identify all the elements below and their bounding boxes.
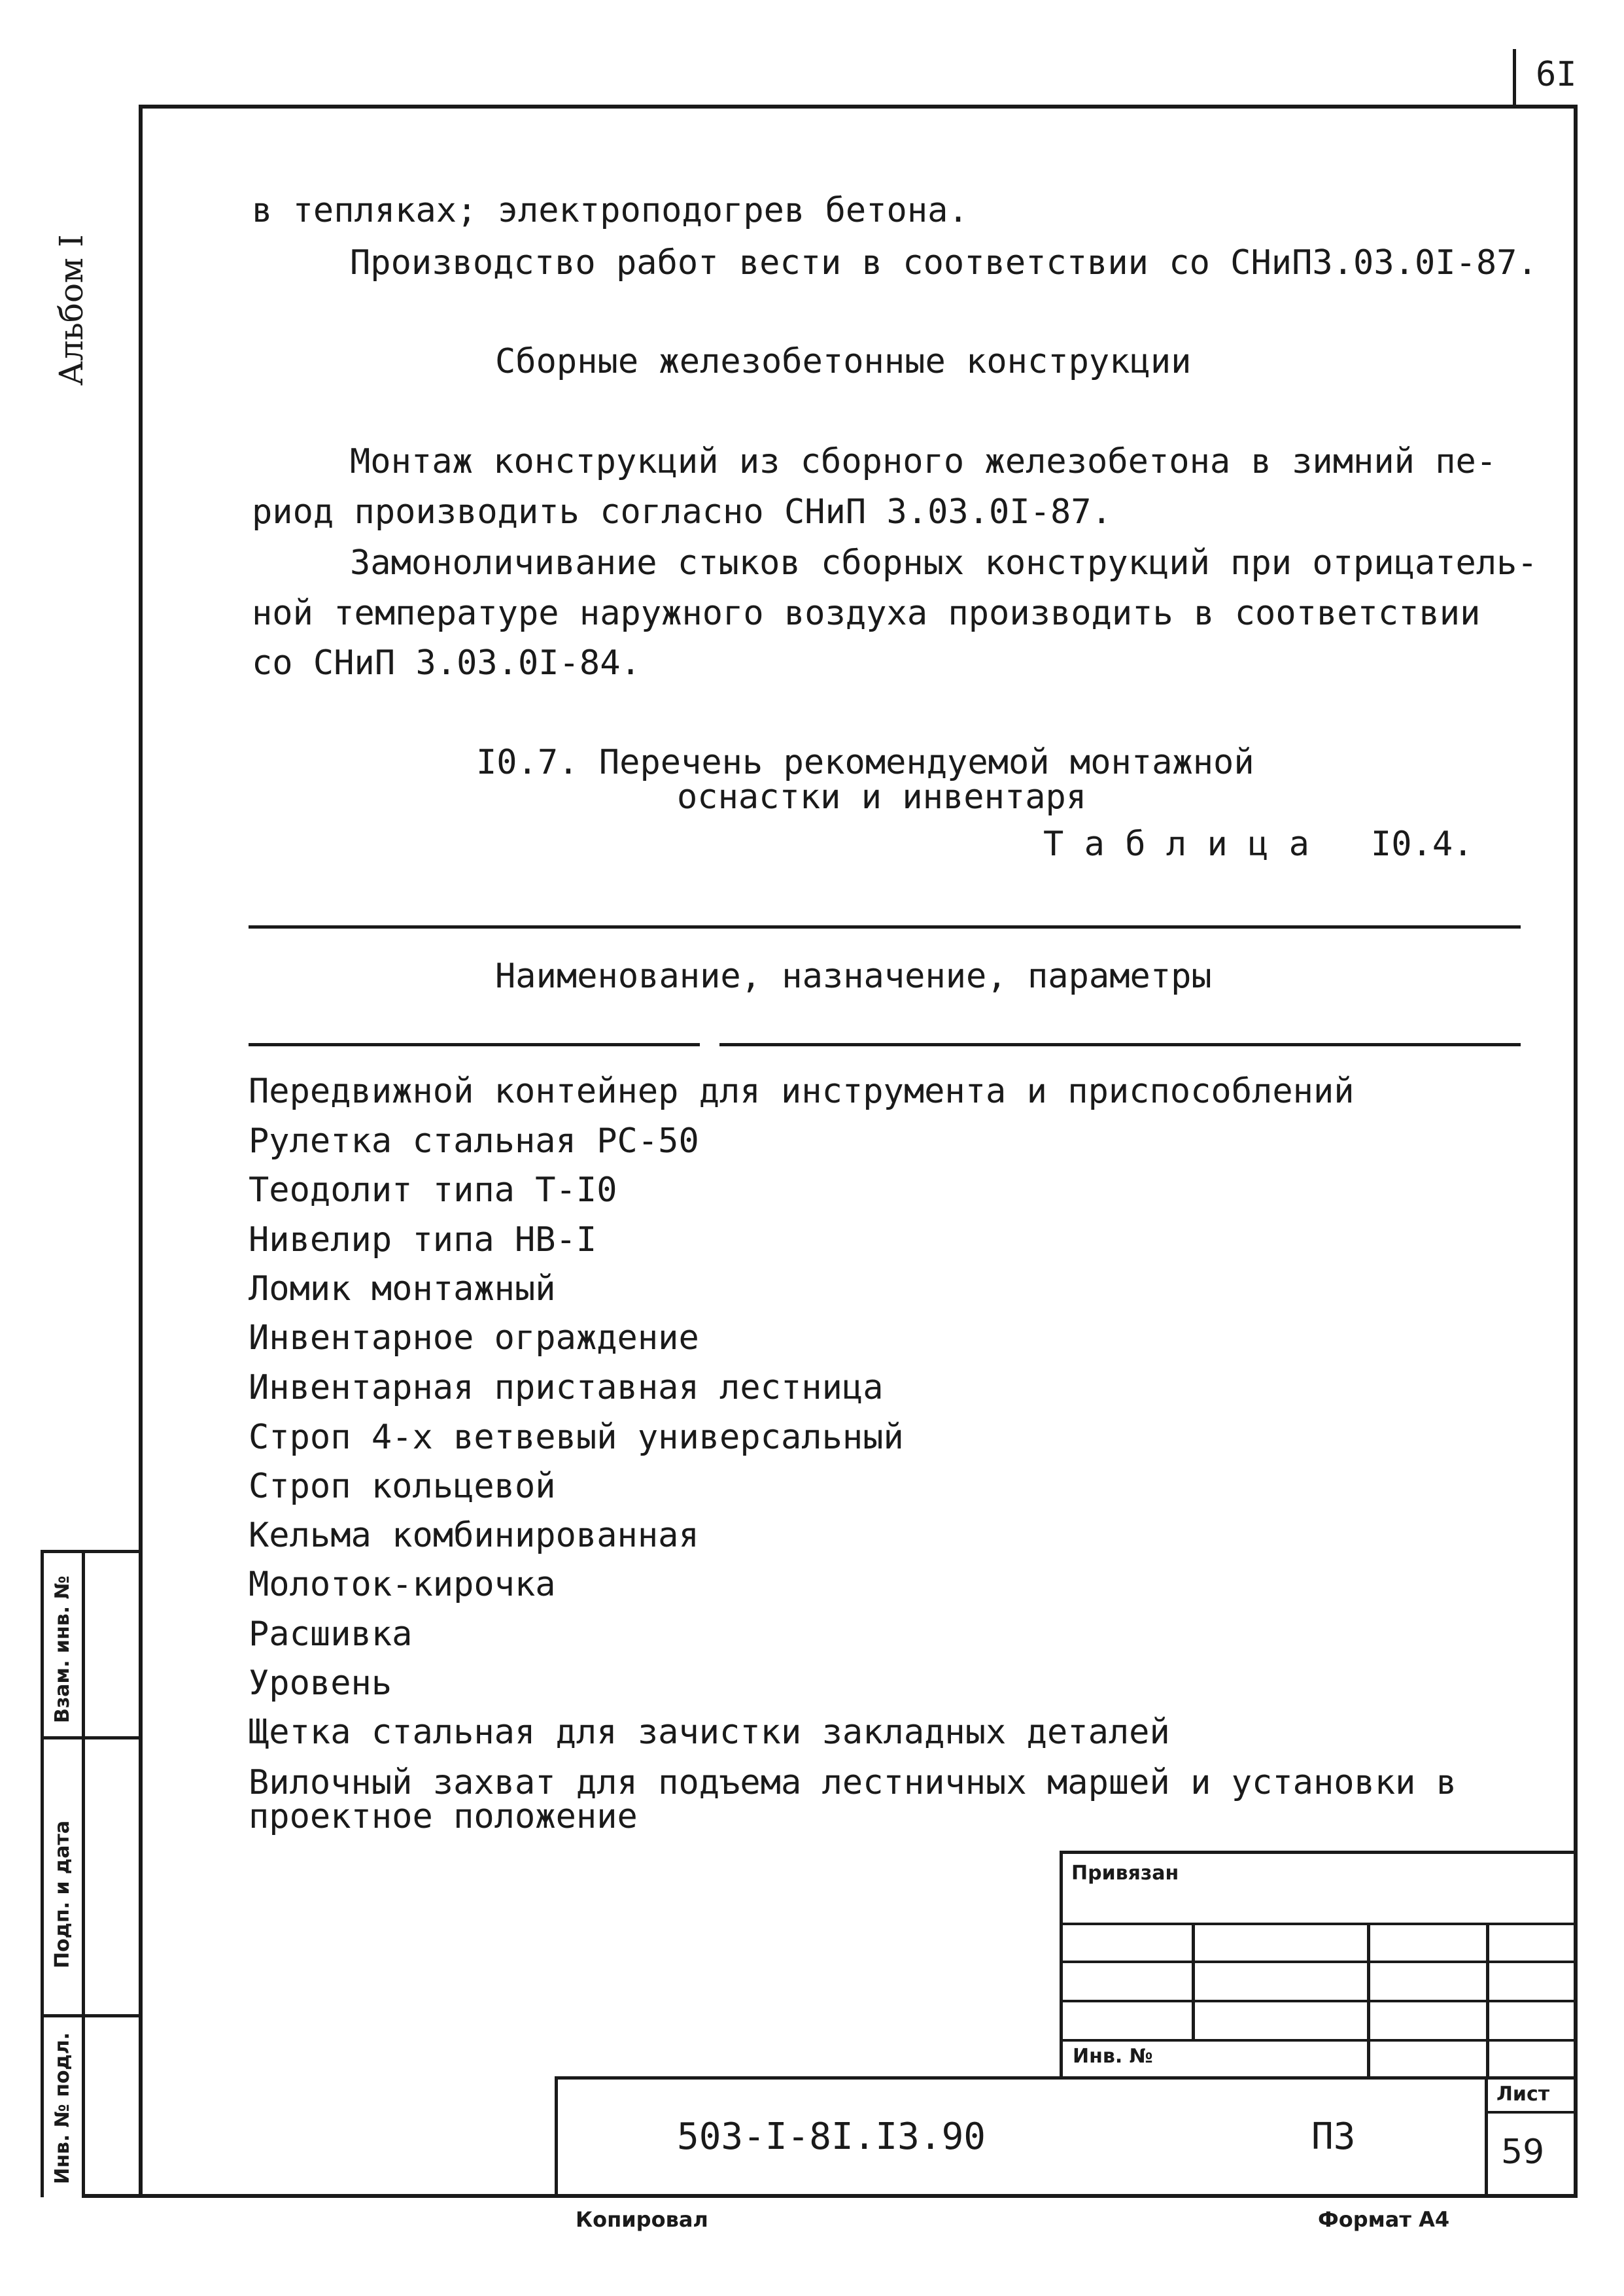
para2-line-3: со СНиП 3.03.0I-84. [252, 643, 641, 683]
list-item: Щетка стальная для зачистки закладных деталей [249, 1713, 1170, 1752]
tb-main-left [555, 2076, 558, 2197]
frame-top [141, 105, 1577, 109]
privyazan-label: Привязан [1071, 1862, 1179, 1885]
frame-bottom [82, 2194, 1578, 2198]
doc-type: ПЗ [1311, 2116, 1356, 2158]
inv-no-label: Инв. № [1073, 2045, 1153, 2068]
list-item: Инвентарная приставная лестница [249, 1368, 884, 1407]
tb-col-2 [1367, 1923, 1370, 2080]
album-label [52, 234, 90, 386]
list-item: Строп кольцевой [249, 1467, 556, 1506]
section-heading: Сборные железобетонные конструкции [495, 342, 1192, 381]
table-top-rule [249, 925, 1521, 929]
para2-line-1: Замоноличивание стыков сборных конструкций при отрицатель- [350, 543, 1538, 583]
subsection-heading-1: I0.7. Перечень рекомендуемой монтажной [476, 743, 1254, 782]
body-line-1: в тепляках; электроподогрев бетона. [252, 191, 969, 230]
list-item: Инвентарное ограждение [249, 1318, 699, 1358]
frame-left [139, 105, 143, 2197]
tb-upper-left [1060, 1851, 1063, 2080]
side-stamp-divider-1 [41, 1736, 142, 1739]
sheet-label: Лист [1496, 2083, 1550, 2106]
list-item: Расшивка [249, 1615, 413, 1654]
para2-line-2: ной температуре наружного воздуха производить в соответствии [252, 594, 1481, 633]
format-label: Формат А4 [1318, 2207, 1450, 2232]
tb-upper-top [1060, 1851, 1576, 1854]
kopiroval-label: Копировал [576, 2207, 708, 2232]
side-stamp-divider-2 [41, 2014, 142, 2017]
list-item: Передвижной контейнер для инструмента и приспособлений [249, 1072, 1355, 1111]
list-item: Уровень [249, 1664, 392, 1703]
para1-line-2: риод производить согласно СНиП 3.03.0I-87. [252, 492, 1112, 532]
table-header: Наименование, назначение, параметры [495, 957, 1212, 996]
vzam-inv-label: Взам. инв. № [51, 1575, 74, 1723]
album-label-text: Альбом I [52, 234, 90, 386]
tb-sheet-divider [1485, 2111, 1576, 2114]
tb-row-2 [1060, 1961, 1576, 1963]
list-item: проектное положение [249, 1797, 638, 1836]
list-item: Теодолит типа Т-I0 [249, 1171, 617, 1210]
subsection-heading-2: оснастки и инвентаря [677, 778, 1087, 817]
table-caption: Т а б л и ц а I0.4. [1043, 825, 1474, 864]
tb-row-4 [1060, 2039, 1576, 2042]
table-header-rule-right [719, 1043, 1521, 1046]
list-item: Ломик монтажный [249, 1269, 556, 1309]
side-stamp-outer-left [41, 1550, 44, 2197]
table-header-rule-left [249, 1043, 700, 1046]
tb-row-3 [1060, 2000, 1576, 2002]
list-item: Молоток-кирочка [249, 1565, 556, 1604]
tb-sheet-left [1485, 2076, 1488, 2197]
list-item: Строп 4-х ветвевый универсальный [249, 1418, 904, 1457]
body-line-2: Производство работ вести в соответствии со СНиП3.03.0I-87. [350, 243, 1538, 283]
side-stamp-inner [82, 1550, 85, 2197]
inv-podl-label: Инв. № подл. [51, 2032, 74, 2184]
podp-data-label: Подп. и дата [51, 1820, 74, 1968]
frame-right [1574, 105, 1578, 2197]
doc-code: 503-I-8I.I3.90 [677, 2116, 986, 2158]
para1-line-1: Монтаж конструкций из сборного железобетона в зимний пе- [350, 442, 1497, 481]
page-number: 6I [1536, 55, 1577, 94]
side-stamp-top [41, 1550, 142, 1553]
tb-col-3 [1486, 1923, 1489, 2080]
list-item: Нивелир типа НВ-I [249, 1220, 597, 1259]
page-number-box-left [1513, 49, 1516, 108]
list-item: Рулетка стальная РС-50 [249, 1122, 699, 1161]
tb-main-top [555, 2076, 1576, 2080]
sheet-number: 59 [1501, 2133, 1545, 2172]
tb-row-1 [1060, 1923, 1576, 1925]
tb-col-1 [1192, 1923, 1195, 2040]
list-item: Кельма комбинированная [249, 1516, 699, 1555]
list-item: Вилочный захват для подъема лестничных маршей и установки в [249, 1763, 1457, 1802]
